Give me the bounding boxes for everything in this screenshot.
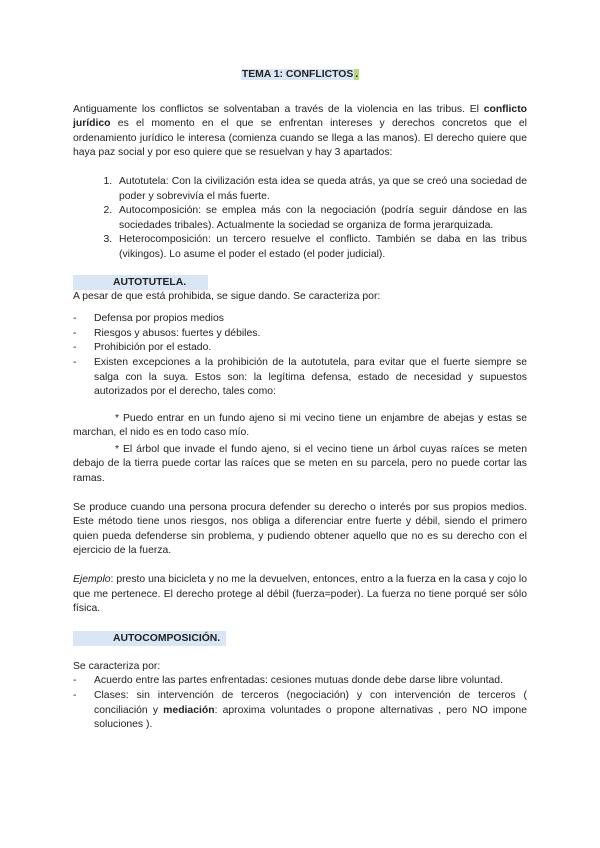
item-bold-term: mediación: [163, 704, 215, 716]
numbered-item: 1. Autotutela: Con la civilización esta idea se queda atrás, ya que se creó una sociedad de poder y sobrevivía el más fuerte.: [115, 175, 527, 204]
numbered-item: 3. Heterocomposición: un tercero resuelve el conflicto. También se daba en las tribus (vikingos). Lo asume el poder el estado (el poder judicial).: [115, 233, 527, 262]
intro-text-start: Antiguamente los conflictos se solventaban a través de la violencia en las tribus. El: [73, 103, 484, 115]
title-dot: .: [355, 69, 359, 80]
ejemplo-paragraph: [73, 573, 527, 617]
numbered-item: 2. Autocomposición: se emplea más con la negociación (podría seguir dándose en las sociedades tribales). Actualmente la sociedad se organiza de forma jerarquizada.: [115, 204, 527, 233]
intro-text-end: es el momento en el que se enfrentan intereses y derechos concretos que el ordenamiento jurídico le interesa (comienza cuando se llega a las manos). El derecho quiere que haya paz social y por eso quiere que se resuelvan y hay 3 apartados:: [73, 118, 527, 159]
page-title: [73, 68, 527, 83]
list-item: - Prohibición por el estado.: [73, 341, 527, 356]
autotutela-lead: A pesar de que está prohibida, se sigue dando. Se caracteriza por:: [73, 290, 381, 302]
document-content: [73, 68, 527, 745]
autotutela-description: Se produce cuando una persona procura defender su derecho o interés por sus propios medios. Este método tiene unos riesgos, nos obliga a diferenciar entre fuerte y débil, siendo el primero quien pueda defenderse sin problema, y pudiendo obtener aquello que no es su derecho con el ejercicio de la fuerza.: [73, 501, 527, 557]
list-item: [73, 689, 527, 733]
item-text-start: Clases: sin intervención de terceros (negociación) y con intervención de terceros ( conciliación y: [94, 690, 527, 716]
list-item: - Riesgos y abusos: fuertes y débiles.: [73, 327, 527, 342]
list-item: - Defensa por propios medios: [73, 312, 527, 327]
autocomposicion-lead: Se caracteriza por:: [73, 660, 161, 672]
section-heading-autotutela: AUTOTUTELA.: [73, 275, 208, 290]
section-heading-autocomposicion: AUTOCOMPOSICIÓN.: [73, 631, 226, 646]
autocomposicion-list: [73, 674, 527, 732]
example-paragraph: * El árbol que invade el fundo ajeno, si el vecino tiene un árbol cuyas raíces se meten debajo de la tierra puede cortar las raíces que se meten en su parcela, pero no puede cortar las ramas.: [73, 443, 527, 485]
list-item: - Acuerdo entre las partes enfrentadas: cesiones mutuas donde debe darse libre voluntad.: [73, 674, 527, 689]
intro-paragraph: [73, 103, 527, 161]
ejemplo-text: : presto una bicicleta y no me la devuelven, entonces, entro a la fuerza en la casa y cojo lo que me pertenece. El derecho protege al débil (fuerza=poder). La fuerza no tiene porqué ser sólo física.: [73, 574, 527, 615]
intro-bold-term: conflicto jurídico: [73, 103, 527, 130]
item-text-end: : aproxima voluntades o propone alternativas , pero NO impone soluciones ).: [94, 704, 527, 731]
autotutela-list: [73, 312, 527, 400]
title-text: TEMA 1: CONFLICTOS: [241, 69, 354, 80]
list-item: - Existen excepciones a la prohibición de la autotutela, para evitar que el fuerte siempre se salga con la suya. Estos son: la legítima defensa, estado de necesidad y supuestos autorizados por el derecho, tales como:: [73, 356, 527, 400]
example-paragraph: * Puedo entrar en un fundo ajeno si mi vecino tiene un enjambre de abejas y estas se marchan, el nido es en todo caso mío.: [73, 412, 527, 439]
ejemplo-label: Ejemplo: [73, 574, 111, 586]
numbered-list: [73, 175, 527, 263]
